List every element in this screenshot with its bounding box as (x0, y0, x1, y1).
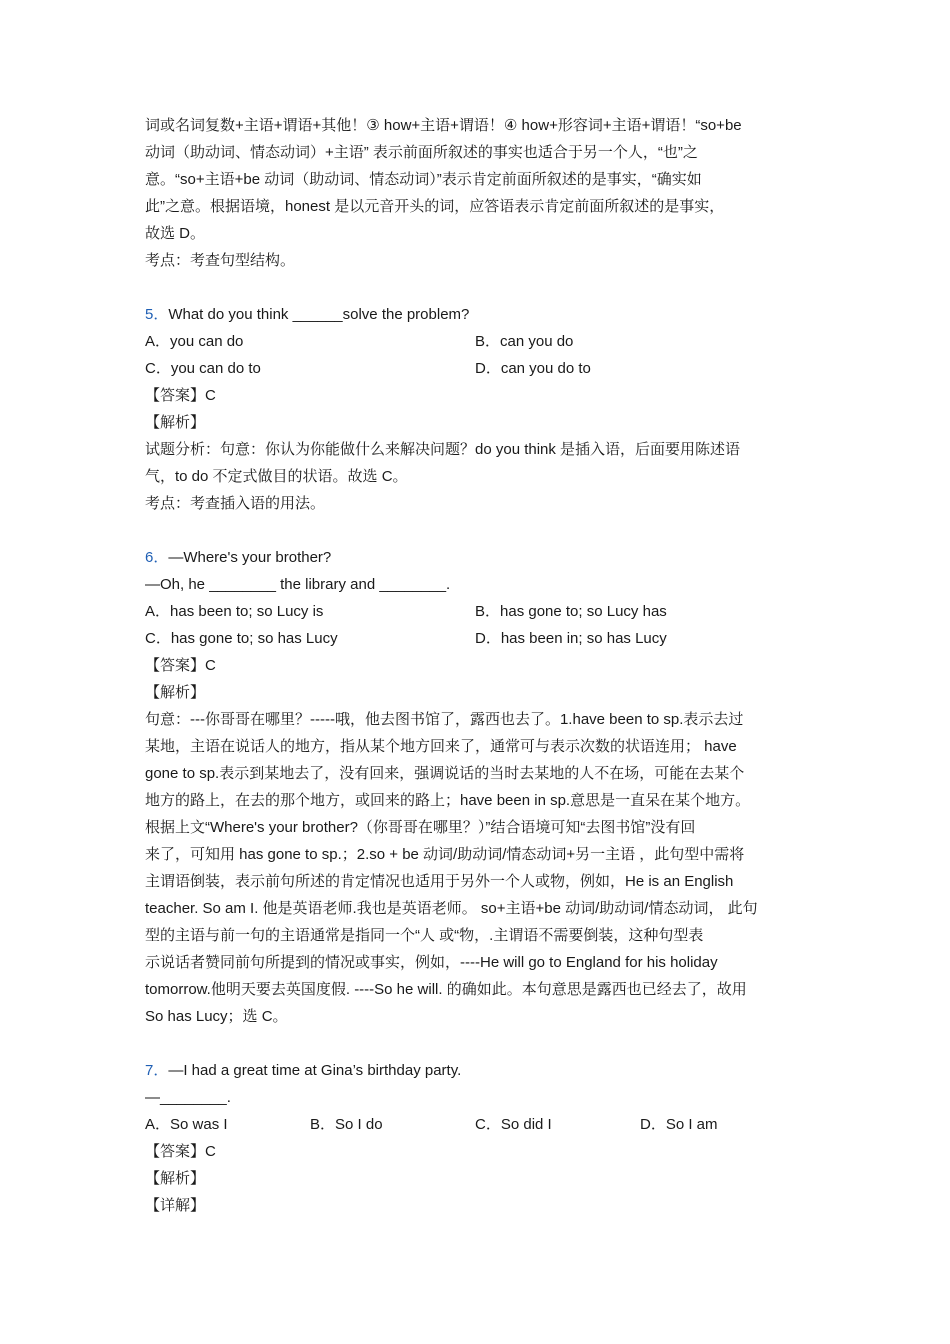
question-stem (145, 301, 807, 328)
options-row (145, 355, 807, 382)
question-stem (145, 1057, 807, 1084)
question-7 (145, 1057, 807, 1219)
question-text: What do you think ______solve the problem? (168, 306, 470, 323)
analysis-line: teacher. So am I. 他是英语老师.我也是英语老师。 so+主语+be 动词/助动词/情态动词， 此句 (145, 900, 758, 917)
spacer (145, 517, 807, 544)
option-a: A．has been to; so Lucy is (145, 603, 324, 620)
option-a: A．you can do (145, 333, 244, 350)
option-c: C．So did I (475, 1116, 552, 1133)
option-b: B．can you do (475, 333, 574, 350)
options-row (145, 625, 807, 652)
analysis-line: 气，to do 不定式做目的状语。故选 C。 (145, 468, 408, 485)
question-text-2: —Oh, he ________ the library and ________. (145, 576, 451, 593)
option-d: D．So I am (640, 1116, 718, 1133)
intro-line: 意。“so+主语+be 动词（助动词、情态动词）”表示肯定前面所叙述的是事实，“确实如 (145, 171, 702, 188)
analysis-line: 型的主语与前一句的主语通常是指同一个“人 或“物，.主谓语不需要倒装，这种句型表 (145, 927, 704, 944)
analysis-line: 主谓语倒装，表示前句所述的肯定情况也适用于另外一个人或物，例如，He is an English (145, 873, 734, 890)
analysis-line: 试题分析：句意：你认为你能做什么来解决问题？do you think 是插入语，后面要用陈述语 (145, 441, 741, 458)
analysis-line: 句意：---你哥哥在哪里？-----哦，他去图书馆了，露西也去了。1.have been to sp.表示去过 (145, 711, 744, 728)
spacer (145, 274, 807, 301)
spacer (145, 1030, 807, 1057)
option-b: B．has gone to; so Lucy has (475, 603, 667, 620)
intro-explanation (145, 112, 807, 274)
analysis-line: tomorrow.他明天要去英国度假. ----So he will. 的确如此。本句意思是露西也已经去了，故用 (145, 981, 747, 998)
intro-line: 词或名词复数+主语+谓语+其他！③ how+主语+谓语！④ how+形容词+主语+谓语！“so+be (145, 117, 742, 134)
analysis-line: So has Lucy；选 C。 (145, 1008, 288, 1025)
question-number: 6． (145, 549, 169, 566)
option-c: C．has gone to; so has Lucy (145, 630, 338, 647)
question-6 (145, 544, 807, 1030)
analysis-line: 地方的路上，在去的那个地方，或回来的路上；have been in sp.意思是一直呆在某个地方。 (145, 792, 751, 809)
options-row (145, 598, 807, 625)
option-d: D．has been in; so has Lucy (475, 630, 667, 647)
option-d: D．can you do to (475, 360, 591, 377)
intro-line: 此”之意。根据语境，honest 是以元音开头的词，应答语表示肯定前面所叙述的是事实， (145, 198, 725, 215)
options-row (145, 1111, 807, 1138)
question-text-2: —________. (145, 1089, 231, 1106)
question-number: 7． (145, 1062, 169, 1079)
analysis-line: 某地，主语在说话人的地方，指从某个地方回来了，通常可与表示次数的状语连用； have (145, 738, 737, 755)
analysis-line: 示说话者赞同前句所提到的情况或事实，例如，----He will go to England for his holiday (145, 954, 718, 971)
option-a: A．So was I (145, 1116, 228, 1133)
question-text: —Where's your brother? (168, 549, 332, 566)
question-stem (145, 544, 807, 571)
analysis-line: 来了，可知用 has gone to sp.；2.so + be 动词/助动词/情态动词+另一主语 ，此句型中需将 (145, 846, 745, 863)
intro-kaodian: 考点：考查句型结构。 (145, 252, 296, 269)
analysis-label: 【解析】 (145, 414, 206, 431)
answer-label: 【答案】C (145, 657, 216, 674)
intro-line: 故选 D。 (145, 225, 206, 242)
intro-line: 动词（助动词、情态动词）+主语” 表示前面所叙述的事实也适合于另一个人，“也”之 (145, 144, 698, 161)
detail-label: 【详解】 (145, 1197, 206, 1214)
answer-label: 【答案】C (145, 1143, 216, 1160)
analysis-label: 【解析】 (145, 1170, 206, 1187)
option-b: B．So I do (310, 1116, 383, 1133)
option-c: C．you can do to (145, 360, 261, 377)
question-5 (145, 301, 807, 517)
analysis-line: 根据上文“Where's your brother?（你哥哥在哪里？）”结合语境可知“去图书馆”没有回 (145, 819, 696, 836)
analysis-line: gone to sp.表示到某地去了，没有回来，强调说话的当时去某地的人不在场，可能在去某个 (145, 765, 745, 782)
answer-label: 【答案】C (145, 387, 216, 404)
document-page (145, 112, 807, 1219)
analysis-label: 【解析】 (145, 684, 206, 701)
question-text: —I had a great time at Gina’s birthday party. (168, 1062, 462, 1079)
question-number: 5． (145, 306, 169, 323)
options-row (145, 328, 807, 355)
kaodian-line: 考点：考查插入语的用法。 (145, 495, 326, 512)
